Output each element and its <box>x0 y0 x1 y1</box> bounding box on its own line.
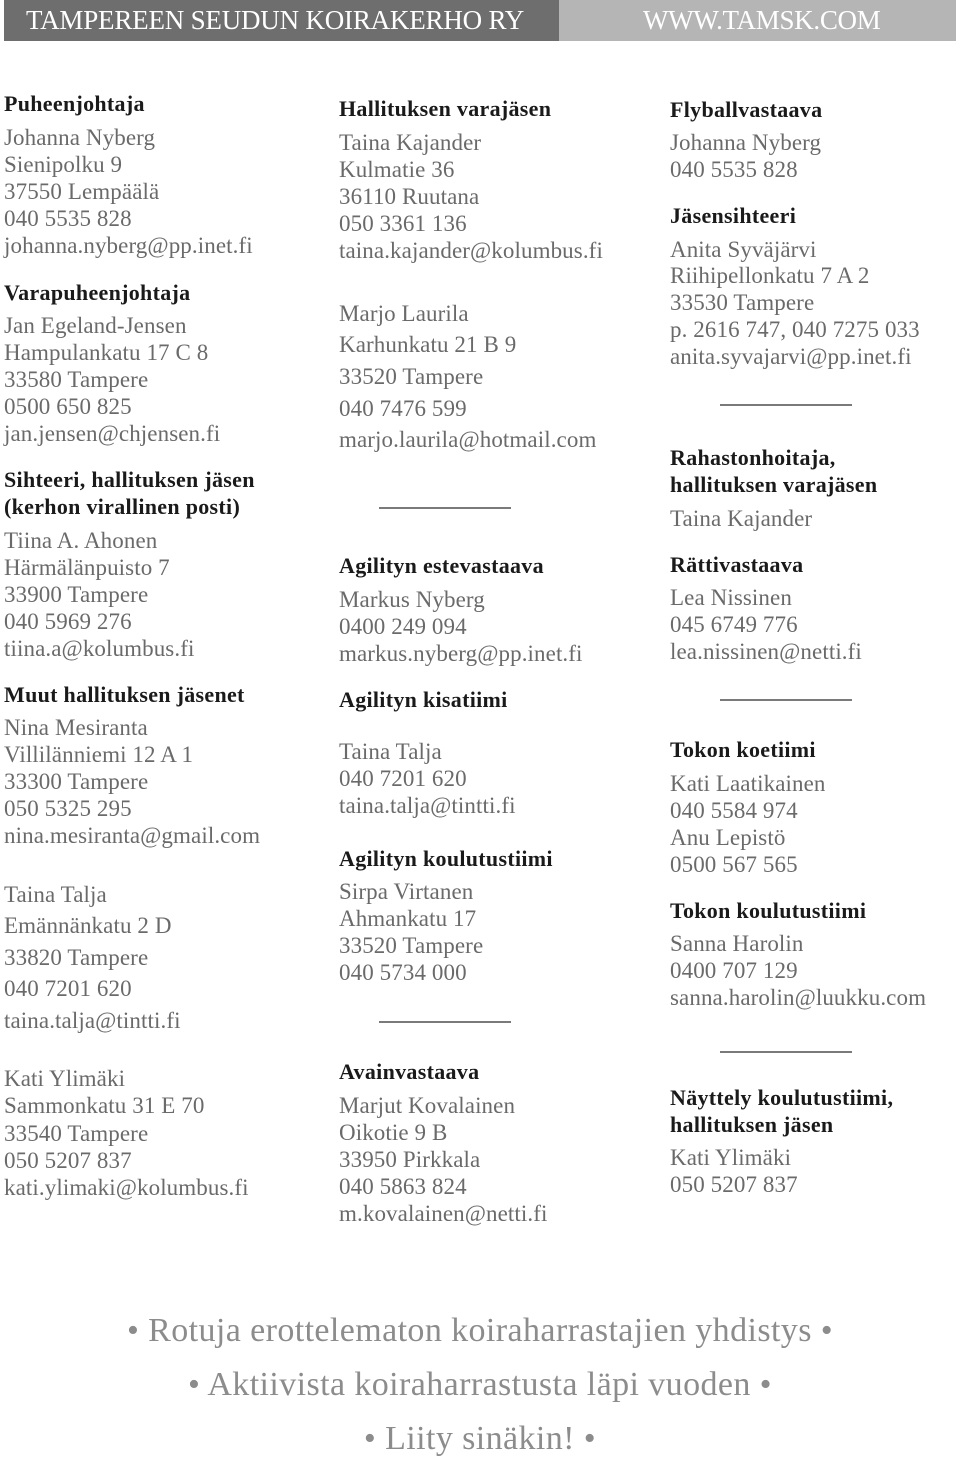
contact-line: 040 5969 276 <box>4 609 132 634</box>
section-title-estevastaava: Agilityn estevastaava <box>339 553 544 578</box>
section-subtitle-rahastonhoitaja: hallituksen varajäsen <box>670 472 878 497</box>
contact-line: 040 7201 620 <box>339 766 467 791</box>
contact-line: 0500 650 825 <box>4 394 132 419</box>
contact-line: 040 7201 620 <box>4 976 132 1001</box>
contact-line: 0400 249 094 <box>339 614 467 639</box>
contact-line: 33300 Tampere <box>4 769 149 794</box>
contact-line: Kati Ylimäki <box>670 1145 792 1170</box>
contact-line: Anita Syväjärvi <box>670 237 817 262</box>
contact-line: Sanna Harolin <box>670 931 804 956</box>
contact-line: 0500 567 565 <box>670 852 798 877</box>
contact-line: Karhunkatu 21 B 9 <box>339 332 517 357</box>
contact-line: Taina Kajander <box>339 130 482 155</box>
contact-line: Taina Kajander <box>670 506 813 531</box>
contact-line: 33950 Pirkkala <box>339 1147 481 1172</box>
contact-line: 040 5535 828 <box>670 157 798 182</box>
contact-line: Markus Nyberg <box>339 587 485 612</box>
slogan-line-1: • Rotuja erottelematon koiraharrastajien yhdistys • <box>126 1312 834 1349</box>
section-subtitle-nayttely: hallituksen jäsen <box>670 1112 834 1137</box>
club-website: WWW.TAMSK.COM <box>559 0 956 41</box>
section-title-muut: Muut hallituksen jäsenet <box>4 682 245 707</box>
contact-line: 040 5734 000 <box>339 960 467 985</box>
contact-line: p. 2616 747, 040 7275 033 <box>670 317 920 342</box>
contact-line: 36110 Ruutana <box>339 184 480 209</box>
contact-line: 33520 Tampere <box>339 364 484 389</box>
contact-line: 040 5535 828 <box>4 206 132 231</box>
contact-line: Tiina A. Ahonen <box>4 528 158 553</box>
section-title-rahastonhoitaja: Rahastonhoitaja, <box>670 445 836 470</box>
contact-email: marjo.laurila@hotmail.com <box>339 427 597 452</box>
contact-line: Kulmatie 36 <box>339 157 455 182</box>
contact-line: 33520 Tampere <box>339 933 484 958</box>
contact-email: nina.mesiranta@gmail.com <box>4 823 261 848</box>
contact-email: tiina.a@kolumbus.fi <box>4 636 195 661</box>
contact-line: 050 3361 136 <box>339 211 467 236</box>
section-title-nayttely: Näyttely koulutustiimi, <box>670 1085 894 1110</box>
contact-line: 37550 Lempäälä <box>4 179 160 204</box>
section-title-tokon-koulutustiimi: Tokon koulutustiimi <box>670 898 867 923</box>
contact-line: Sammonkatu 31 E 70 <box>4 1093 205 1118</box>
contact-line: Taina Talja <box>4 882 107 907</box>
section-title-tokon-koetiimi: Tokon koetiimi <box>670 737 816 762</box>
section-title-varajasen: Hallituksen varajäsen <box>339 96 552 121</box>
section-title-varapuheenjohtaja: Varapuheenjohtaja <box>4 280 191 305</box>
contact-line: Lea Nissinen <box>670 585 792 610</box>
contact-email: lea.nissinen@netti.fi <box>670 639 862 664</box>
divider <box>720 699 852 701</box>
contact-line: Ahmankatu 17 <box>339 906 477 931</box>
contact-line: Kati Ylimäki <box>4 1066 126 1091</box>
contact-line: Oikotie 9 B <box>339 1120 448 1145</box>
section-title-sihteeri: Sihteeri, hallituksen jäsen <box>4 467 255 492</box>
contact-line: 050 5207 837 <box>4 1148 132 1173</box>
contact-line: 33530 Tampere <box>670 290 815 315</box>
contact-line: 040 5863 824 <box>339 1174 467 1199</box>
contact-line: Härmälänpuisto 7 <box>4 555 170 580</box>
contact-line: Villilänniemi 12 A 1 <box>4 742 194 767</box>
contact-line: Marjut Kovalainen <box>339 1093 516 1118</box>
contact-email: m.kovalainen@netti.fi <box>339 1201 548 1226</box>
contact-line: 33580 Tampere <box>4 367 149 392</box>
section-title-koulutustiimi: Agilityn koulutustiimi <box>339 846 553 871</box>
contact-line: Jan Egeland-Jensen <box>4 313 187 338</box>
contact-line: Kati Laatikainen <box>670 771 826 796</box>
slogan-line-3: • Liity sinäkin! • <box>363 1420 597 1457</box>
contact-line: 0400 707 129 <box>670 958 798 983</box>
contact-line: 050 5207 837 <box>670 1172 798 1197</box>
section-title-jasensihteeri: Jäsensihteeri <box>670 203 797 228</box>
contact-email: taina.talja@tintti.fi <box>339 793 516 818</box>
contact-line: Nina Mesiranta <box>4 715 148 740</box>
page-header <box>4 0 956 41</box>
contact-line: Riihipellonkatu 7 A 2 <box>670 263 870 288</box>
contact-line: Anu Lepistö <box>670 825 786 850</box>
club-name: TAMPEREEN SEUDUN KOIRAKERHO RY <box>4 0 559 41</box>
contact-line: 33900 Tampere <box>4 582 149 607</box>
contact-line: Sirpa Virtanen <box>339 879 474 904</box>
contact-line: Marjo Laurila <box>339 301 469 326</box>
contact-email: sanna.harolin@luukku.com <box>670 985 927 1010</box>
contact-line: Johanna Nyberg <box>670 130 822 155</box>
section-subtitle-sihteeri: (kerhon virallinen posti) <box>4 494 241 519</box>
contact-line: 045 6749 776 <box>670 612 798 637</box>
contact-line: 040 7476 599 <box>339 396 467 421</box>
contact-email: markus.nyberg@pp.inet.fi <box>339 641 583 666</box>
contact-line: Sienipolku 9 <box>4 152 123 177</box>
section-title-kisatiimi: Agilityn kisatiimi <box>339 687 508 712</box>
contact-line: Hampulankatu 17 C 8 <box>4 340 209 365</box>
contact-email: taina.talja@tintti.fi <box>4 1008 181 1033</box>
contact-email: kati.ylimaki@kolumbus.fi <box>4 1175 249 1200</box>
slogan-line-2: • Aktiivista koiraharrastusta läpi vuoden • <box>188 1366 772 1403</box>
contact-line: Emännänkatu 2 D <box>4 913 172 938</box>
divider <box>379 507 511 509</box>
contact-line: 33820 Tampere <box>4 945 149 970</box>
contact-line: Taina Talja <box>339 739 442 764</box>
contact-line: 050 5325 295 <box>4 796 132 821</box>
contact-email: johanna.nyberg@pp.inet.fi <box>4 233 253 258</box>
contact-email: anita.syvajarvi@pp.inet.fi <box>670 344 912 369</box>
divider <box>379 1021 511 1023</box>
contact-line: 33540 Tampere <box>4 1121 149 1146</box>
contact-email: jan.jensen@chjensen.fi <box>4 421 221 446</box>
section-title-flyball: Flyballvastaava <box>670 97 823 122</box>
divider <box>720 1051 852 1053</box>
section-title-rattivastaava: Rättivastaava <box>670 552 804 577</box>
contact-line: 040 5584 974 <box>670 798 798 823</box>
divider <box>720 404 852 406</box>
section-title-puheenjohtaja: Puheenjohtaja <box>4 91 145 116</box>
contact-email: taina.kajander@kolumbus.fi <box>339 238 603 263</box>
contact-line: Johanna Nyberg <box>4 125 156 150</box>
section-title-avainvastaava: Avainvastaava <box>339 1059 480 1084</box>
